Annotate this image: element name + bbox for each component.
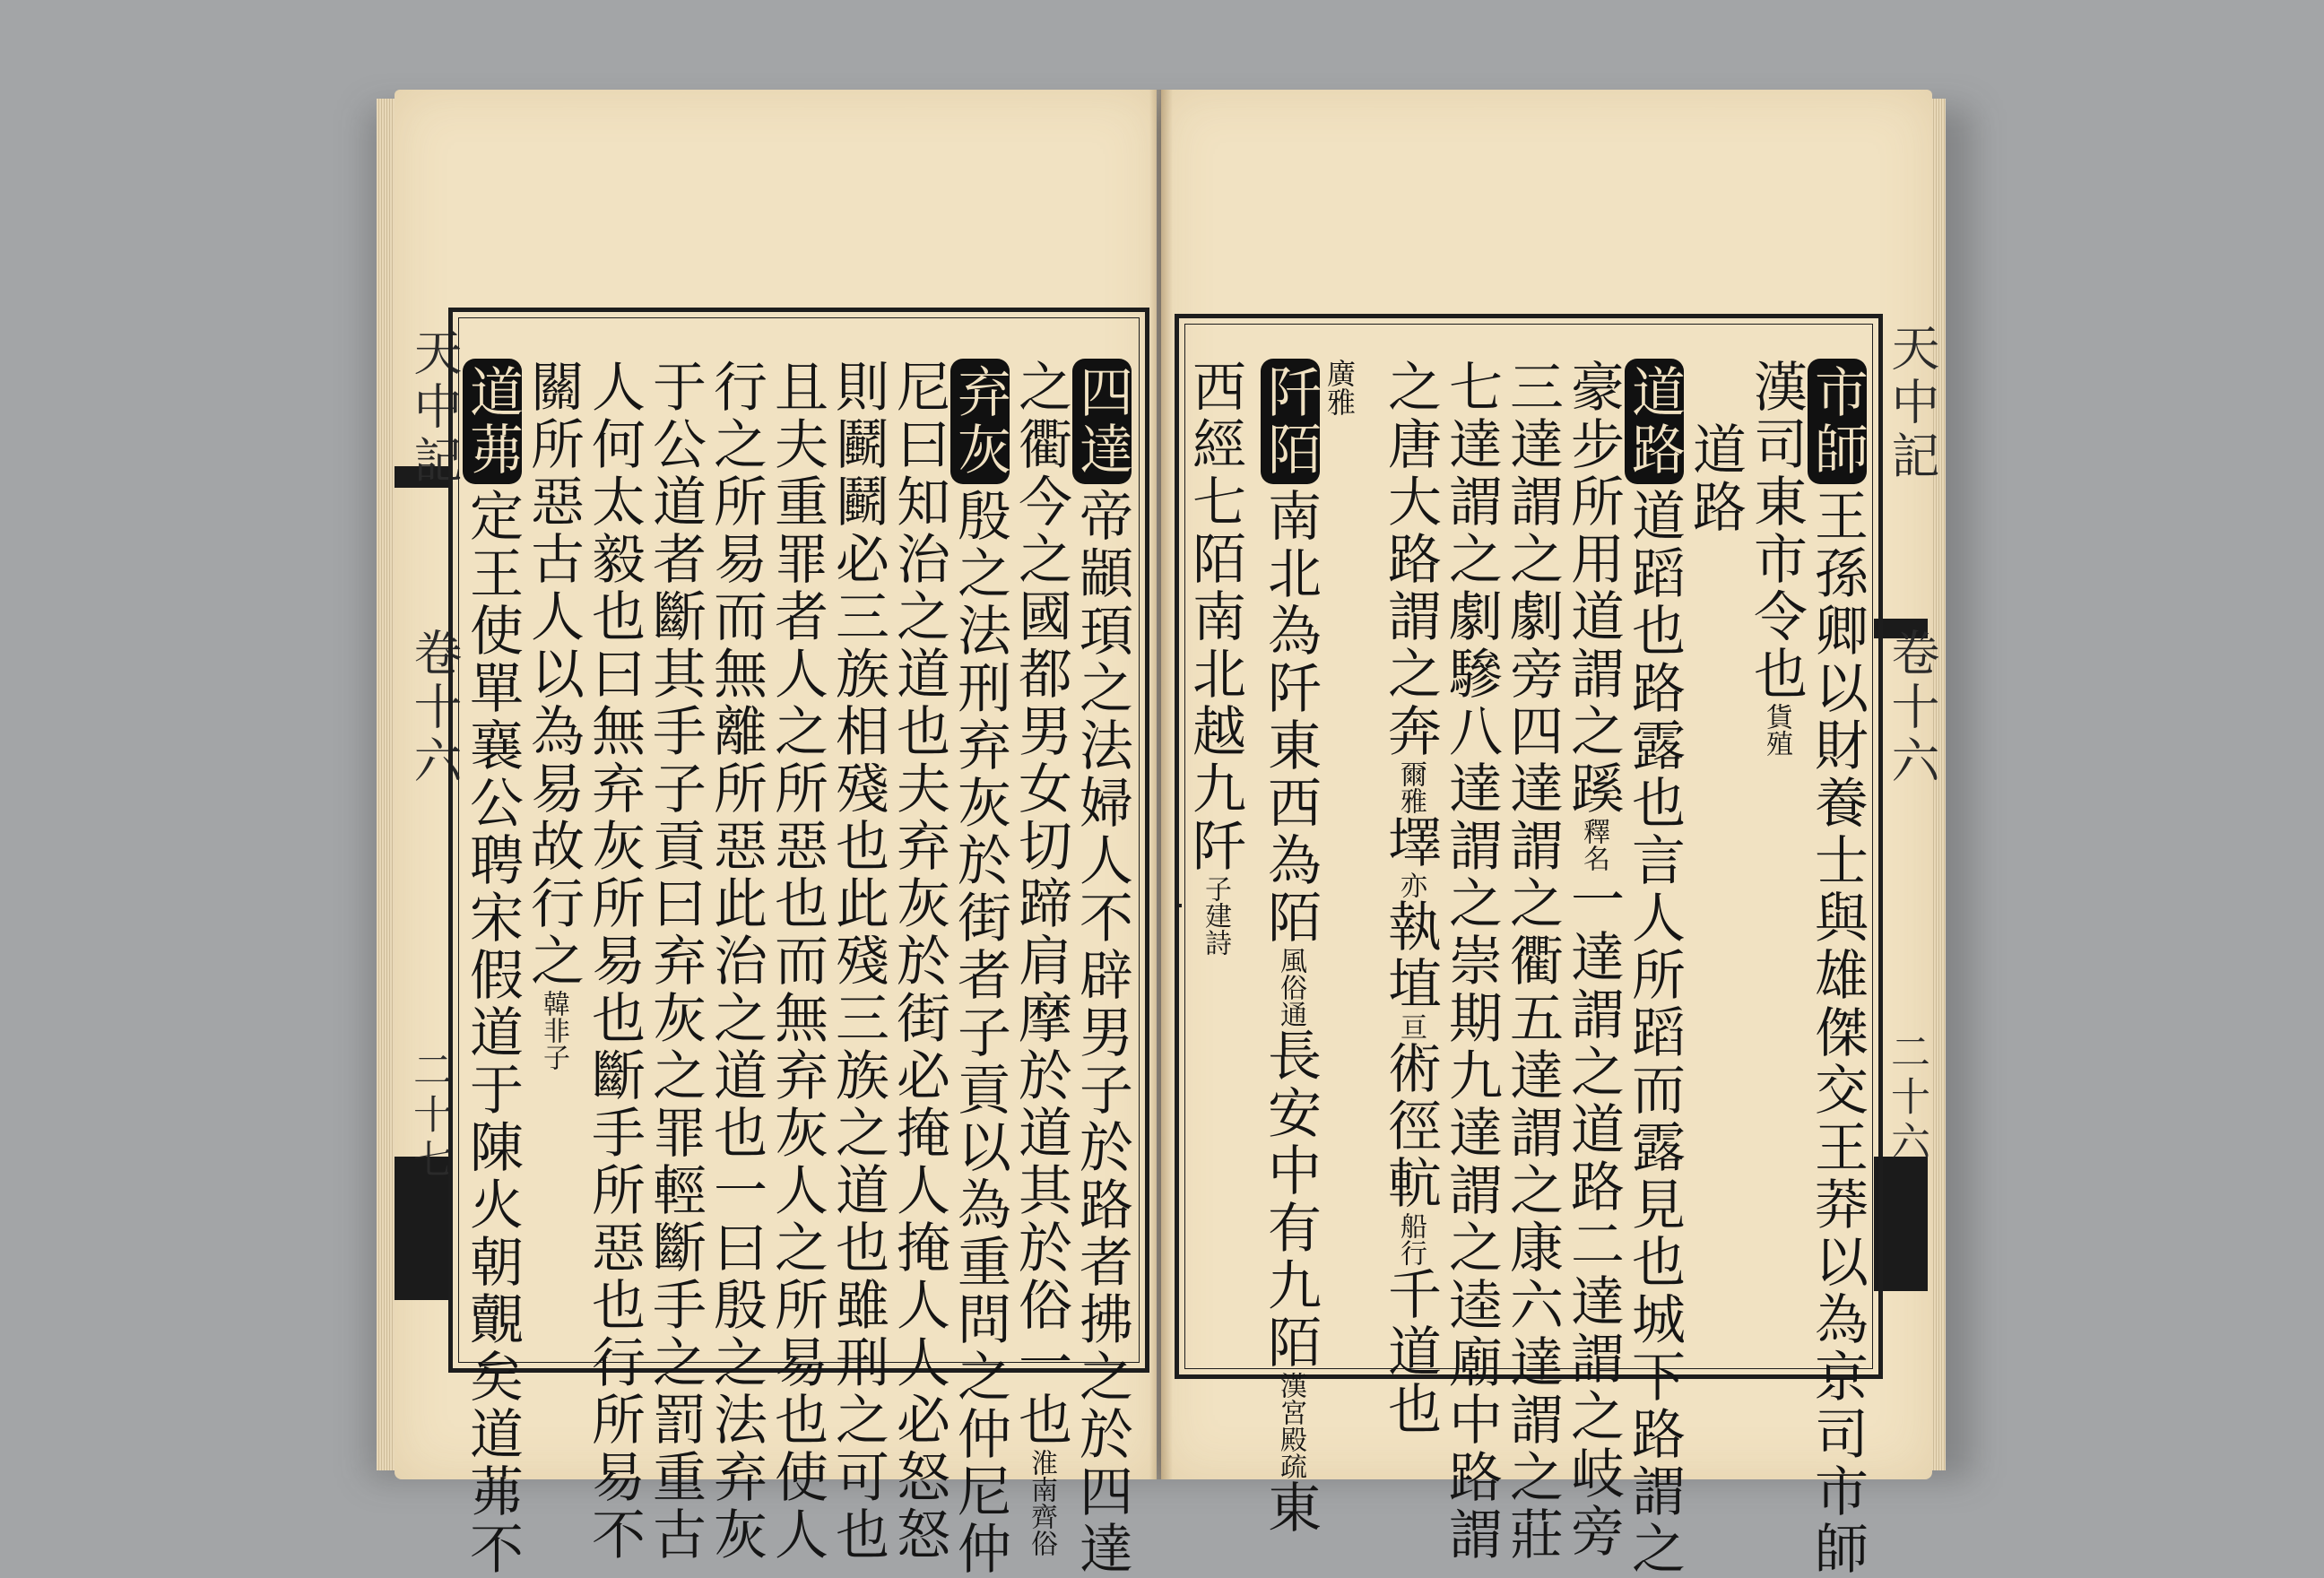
left-col-10: 關所惡古人以為易故行之韓非子 (522, 359, 585, 1071)
heading-label: 道茀 (463, 359, 522, 484)
left-margin-folio: 二十七 (406, 1049, 452, 1184)
left-col-7: 行之所易而無離所惡此治之道也一曰殷之法弃灰 (705, 359, 767, 1564)
citation-note: 廣雅 (1322, 359, 1357, 416)
right-col-1: 市師王孫卿以財養士與雄傑交王莽以為京司市師 (1808, 359, 1867, 1578)
citation-note: 子建詩 (1200, 875, 1231, 956)
left-col-6: 且夫重罪者人之所惡也而無弃灰人之所易也使人 (766, 359, 828, 1564)
right-col-2: 漢司東市令也貨殖 (1745, 359, 1808, 757)
left-col-1: 四達帝顓頊之法婦人不辟男子於路者拂之於四達 (1072, 359, 1132, 1578)
citation-note: 韓非子 (538, 990, 569, 1071)
right-col-8: 之唐大路謂之奔爾雅墿亦執埴亘術徑䡉船行千道也 (1379, 359, 1442, 1438)
right-col-4: 道路道蹈也路露也言人所蹈而露見也城下路謂之 (1625, 359, 1684, 1578)
right-col-10: 阡陌南北為阡東西為陌風俗通長安中有九陌漢宮殿疏東 (1261, 359, 1320, 1537)
left-col-2: 之衢今之國都男女切蹄肩摩於道其於俗一也淮南齊俗 (1010, 359, 1072, 1556)
frame-tick (1175, 904, 1182, 907)
citation-note: 漢宮殿疏 (1275, 1372, 1306, 1479)
left-margin-volume: 卷十六 (406, 628, 463, 789)
left-col-9: 人何太毅也曰無弃灰所易也斷手所惡也行所易不 (583, 359, 646, 1564)
right-margin-title: 天中記 (1884, 323, 1940, 484)
heading-label: 道路 (1625, 359, 1684, 484)
left-col-5: 則鬬鬬必三族相殘也此殘三族之道也雖刑之可也 (827, 359, 889, 1564)
citation-note: 貨殖 (1761, 703, 1792, 757)
right-col-9-note (1322, 359, 1357, 416)
right-margin-volume: 卷十六 (1884, 628, 1940, 789)
left-col-3: 弃灰殷之法刑弃灰於街者子貢以為重問之仲尼仲 (950, 359, 1010, 1578)
citation-note: 爾雅 (1395, 760, 1426, 814)
right-col-6: 三達謂之劇旁四達謂之衢五達謂之康六達謂之莊 (1501, 359, 1564, 1564)
right-col-11: 西經七陌南北越九阡子建詩 (1184, 359, 1246, 956)
heading-label: 四達 (1072, 359, 1132, 484)
right-col-5: 豪步所用道謂之蹊釋名一達謂之道路二達謂之岐旁 (1562, 359, 1625, 1560)
heading-label: 阡陌 (1261, 359, 1320, 484)
right-margin-folio: 二十六 (1884, 1031, 1929, 1166)
citation-note: 風俗通 (1275, 947, 1306, 1027)
section-heading: 道路 (1684, 421, 1747, 536)
right-col-7: 七達謂之劇驂八達謂之崇期九達謂之逵廟中路謂 (1440, 359, 1503, 1564)
left-margin-title: 天中記 (406, 327, 463, 489)
heading-label: 弃灰 (950, 359, 1010, 484)
heading-label: 市師 (1808, 359, 1867, 484)
book-gutter (1149, 90, 1173, 1479)
citation-note: 淮南齊俗 (1026, 1449, 1057, 1556)
right-col-3-heading (1686, 421, 1745, 536)
left-col-4: 尼曰知治之道也夫弃灰於街必掩人掩人人必怒怒 (888, 359, 950, 1564)
left-col-11: 道茀定王使單襄公聘宋假道于陳火朝覿矣道茀不 (463, 359, 522, 1578)
left-col-8: 于公道者斷其手子貢曰弃灰之罪輕斷手之罰重古 (644, 359, 707, 1564)
citation-note: 釋名 (1578, 818, 1609, 871)
